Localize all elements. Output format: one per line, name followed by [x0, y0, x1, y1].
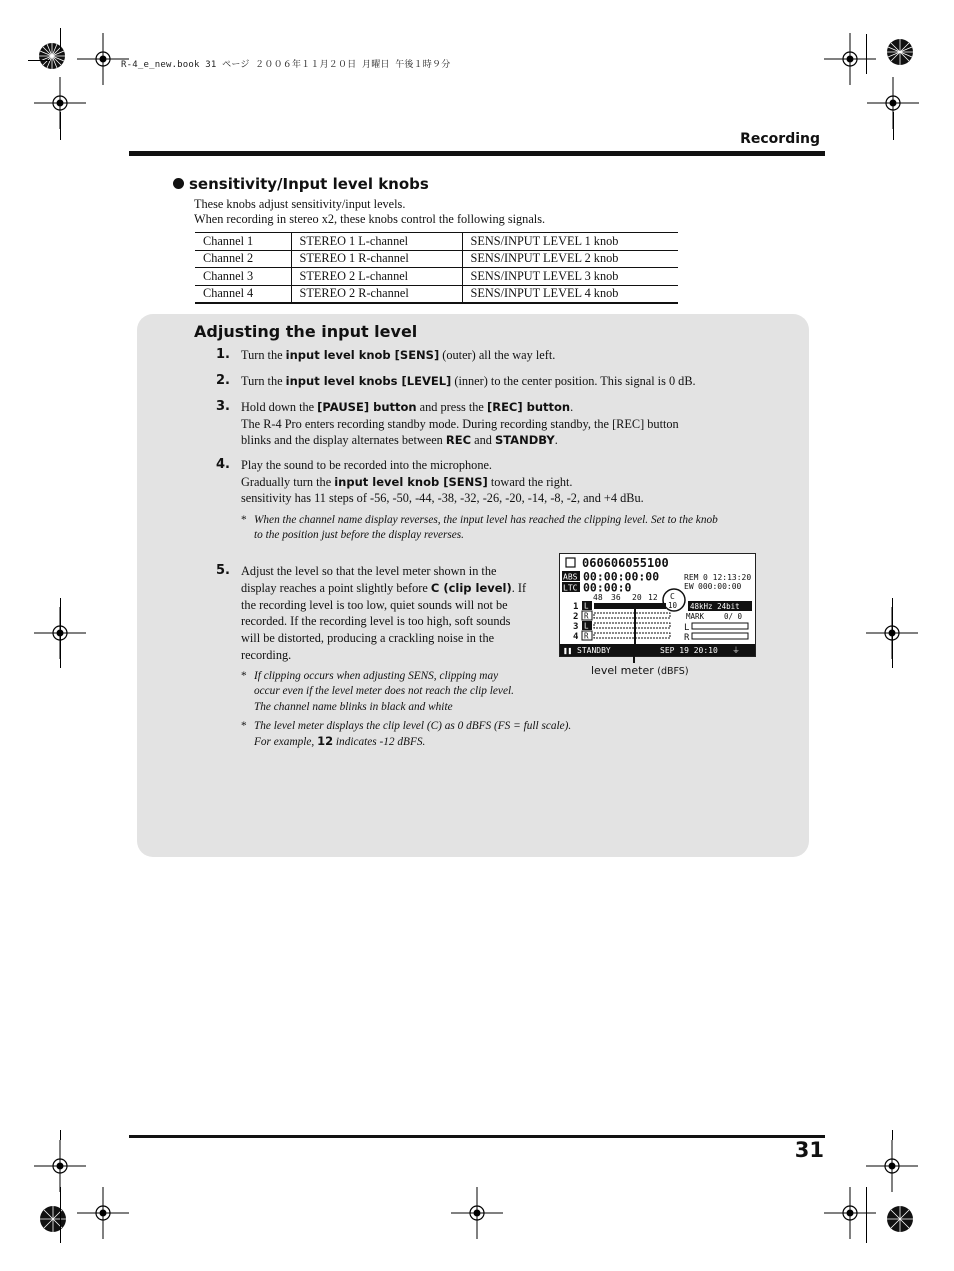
lcd-ltc-label: LTC [563, 583, 578, 593]
lcd-date: SEP 19 20:10 [660, 646, 718, 655]
meter-pointer-line [633, 655, 635, 663]
lcd-abs-label: ABS [563, 572, 578, 582]
level-meter-bar [692, 633, 748, 639]
lcd-ltc-time: 00:00:0 [583, 580, 632, 595]
level-meter-bar [594, 633, 670, 638]
level-meter-caption: level meter (dBFS) [591, 664, 689, 677]
table-cell: Channel 3 [195, 268, 291, 286]
starburst-mark-icon [874, 26, 926, 78]
lcd-scale-label: 48 [593, 593, 603, 602]
knob-description-2: When recording in stereo x2, these knobs control the following signals. [194, 212, 546, 226]
step-5-text: Adjust the level so that the level meter shown in the display reaches a point slightly before C (clip level). If the recording level is too low, quiet sounds will not be recorded. If the recording level is too high, soft sounds will be distorted, producing a crackling noise in the recording. [241, 564, 527, 662]
starburst-mark-icon [874, 1193, 926, 1245]
level-meter-bar [692, 623, 748, 629]
lcd-right-label-l: L [684, 623, 690, 633]
lcd-mark-value: 0/ 0 [724, 612, 743, 621]
table-cell: SENS/INPUT LEVEL 2 knob [462, 250, 678, 268]
lcd-channel-letter: L [584, 601, 589, 611]
lcd-ew-value: 000:00:00 [698, 582, 742, 591]
lcd-channel-meters [573, 601, 670, 642]
level-meter-bar [594, 603, 666, 609]
step-5-note-1: * If clipping occurs when adjusting SENS, clipping may occur even if the level meter does not reach the clip level. The channel name blinks in black and white [241, 670, 514, 713]
table-cell: SENS/INPUT LEVEL 4 knob [462, 285, 678, 303]
bottom-rule [129, 1135, 825, 1138]
step-3-text: Hold down the [PAUSE] button and press the [REC] button. The R-4 Pro enters recording standby mode. During recording standby, the [REC] button blinks and the display alternates between REC and STANDBY. [241, 400, 679, 447]
step-4-note: * When the channel name display reverses, the input level has reached the clipping level. Set to the knob to the position just before the display reverses. [241, 514, 718, 542]
lcd-file-number: 060606055100 [582, 556, 669, 570]
table-row [195, 285, 678, 303]
lcd-scale-label: 36 [611, 593, 621, 602]
lcd-status: STANDBY [577, 646, 611, 655]
table-cell: SENS/INPUT LEVEL 3 knob [462, 268, 678, 286]
lcd-abs-time: 00:00:00:00 [583, 569, 660, 584]
lcd-rem-label: REM [684, 573, 699, 582]
registration-mark-icon [866, 1140, 918, 1192]
lcd-scale-label: 12 [648, 593, 658, 602]
table-cell: STEREO 2 R-channel [291, 285, 462, 303]
registration-mark-icon [824, 1187, 876, 1239]
knob-description-1: These knobs adjust sensitivity/input levels. [194, 197, 406, 211]
registration-mark-icon [451, 1187, 503, 1239]
level-meter-bar [594, 623, 670, 628]
channel-table [195, 232, 678, 304]
lcd-channel-number: 1 [573, 602, 579, 612]
lcd-channel-number: 4 [573, 632, 579, 642]
procedure-title: Adjusting the input level [194, 322, 418, 341]
step-number: 4. [216, 457, 230, 472]
lcd-format: 48kHz 24bit [690, 602, 740, 611]
table-cell: STEREO 1 R-channel [291, 250, 462, 268]
lcd-clip-value: 10 [668, 601, 678, 610]
table-cell: Channel 4 [203, 286, 254, 301]
lcd-display [559, 553, 756, 657]
step-1-text: Turn the input level knob [SENS] (outer) all the way left. [241, 348, 556, 362]
lcd-channel-letter: R [584, 611, 589, 621]
file-slug: R-4_e_new.book 31 ページ ２００６年１１月２０日 月曜日 午後１時９分 [121, 60, 451, 70]
lcd-channel-letter: R [584, 631, 589, 641]
table-cell: Channel 2 [195, 250, 291, 268]
registration-mark-icon [34, 1140, 86, 1192]
lcd-ew-label: EW [684, 582, 694, 591]
lcd-channel-letter: L [584, 621, 589, 631]
table-cell: Channel 1 [195, 233, 291, 251]
lcd-channel-number: 2 [573, 612, 579, 622]
lcd-scale-label: 20 [632, 593, 642, 602]
lcd-channel-number: 3 [573, 622, 579, 632]
knob-heading: sensitivity/Input level knobs [173, 175, 429, 193]
level-meter-bar [594, 613, 670, 618]
step-number: 2. [216, 373, 230, 388]
table-row [195, 250, 678, 268]
lcd-clip-mark: C [670, 592, 675, 601]
table-cell: SENS/INPUT LEVEL 1 knob [462, 233, 678, 251]
lcd-rem-value: 0 12:13:20 [703, 573, 752, 582]
step-4-text: Play the sound to be recorded into the microphone. Gradually turn the input level knob [SENS] toward the right. sensitivity has 11 steps of -56, -50, -44, -38, -32, -26, -20, -14, -8, -2, and +4 dBu. [241, 458, 644, 505]
step-number: 5. [216, 563, 230, 578]
lcd-right-label-r: R [684, 633, 690, 643]
step-number: 3. [216, 399, 230, 414]
section-header: Recording [740, 131, 820, 147]
folder-icon [566, 558, 575, 567]
step-5-note-2: * The level meter displays the clip level (C) as 0 dBFS (FS = full scale). For example, 12 indicates -12 dBFS. [241, 720, 572, 749]
top-rule [129, 151, 825, 156]
pause-icon: ❚❚ [563, 646, 573, 655]
starburst-mark-icon [27, 1193, 79, 1245]
lcd-mark-label: MARK [686, 612, 705, 621]
registration-mark-icon [77, 1187, 129, 1239]
step-2-text: Turn the input level knobs [LEVEL] (inner) to the center position. This signal is 0 dB. [241, 374, 696, 388]
power-plug-icon: ⏚ [732, 646, 740, 655]
table-cell: STEREO 1 L-channel [291, 233, 462, 251]
table-row [195, 268, 678, 286]
starburst-mark-icon [26, 30, 78, 82]
page-number: 31 [794, 1138, 824, 1162]
table-cell: STEREO 2 L-channel [291, 268, 462, 286]
step-number: 1. [216, 347, 230, 362]
table-row [195, 233, 678, 251]
bullet-icon [173, 178, 184, 189]
